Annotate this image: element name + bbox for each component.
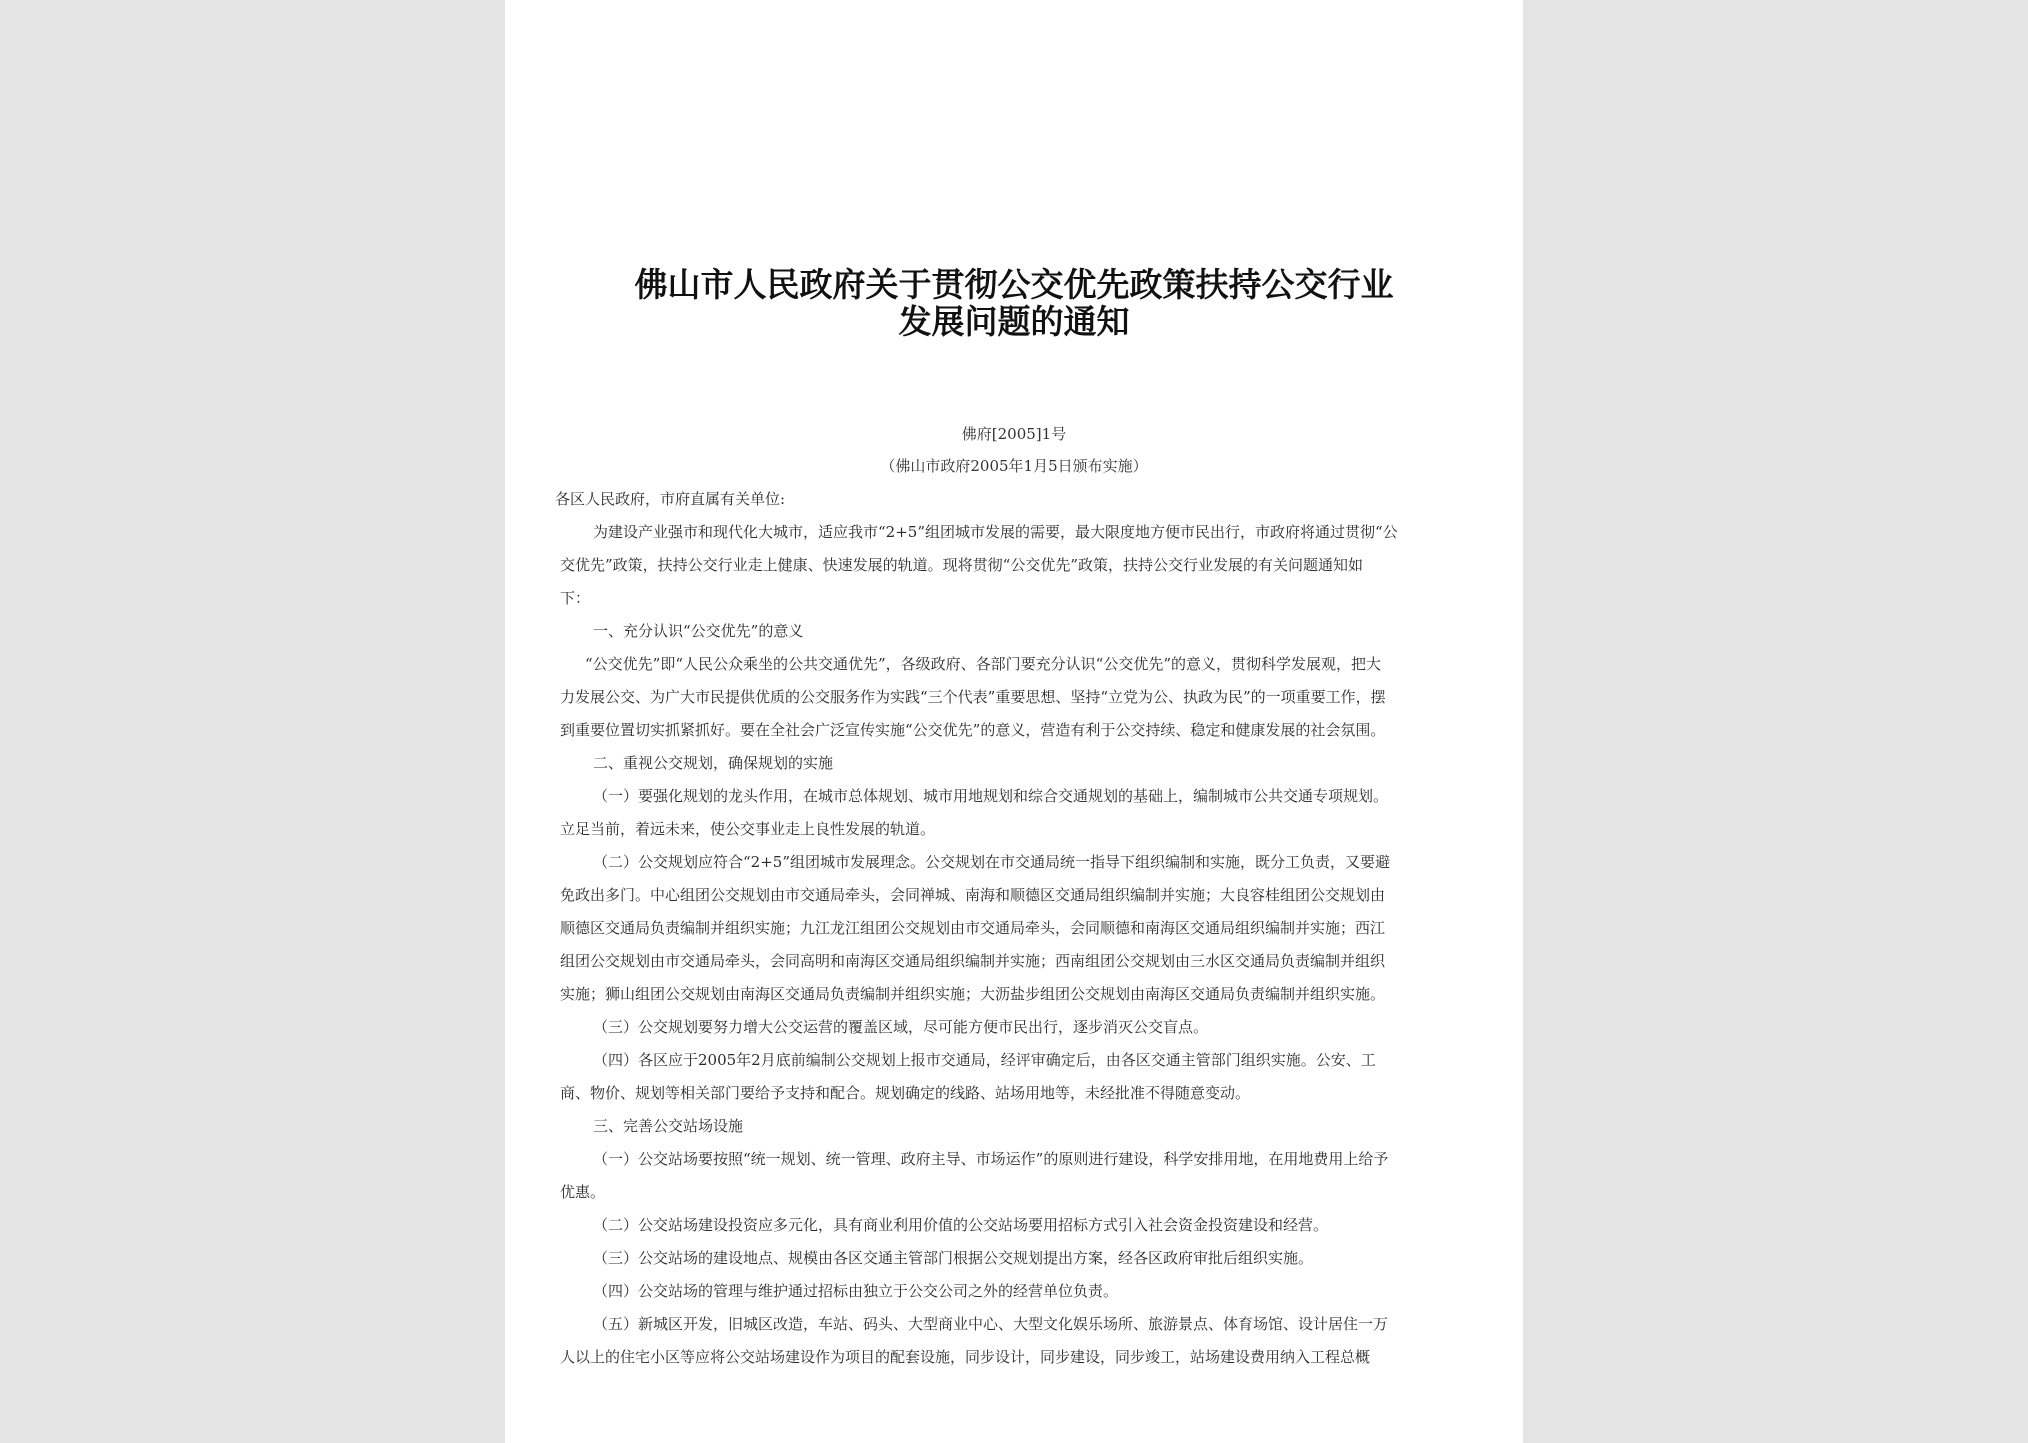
paragraph-line: （三）公交站场的建设地点、规模由各区交通主管部门根据公交规划提出方案，经各区政府审批后组织实施。 (593, 1249, 1314, 1267)
paragraph-line: 优惠。 (560, 1183, 606, 1201)
section-heading: 二、重视公交规划，确保规划的实施 (593, 754, 834, 772)
paragraph-line: 到重要位置切实抓紧抓好。要在全社会广泛宣传实施“公交优先”的意义，营造有利于公交持续、稳定和健康发展的社会氛围。 (560, 721, 1386, 739)
paragraph-line: 免政出多门。中心组团公交规划由市交通局牵头，会同禅城、南海和顺德区交通局组织编制并实施；大良容桂组团公交规划由 (560, 886, 1386, 904)
document-title-line-2: 发展问题的通知 (898, 302, 1130, 341)
paragraph-line: 下： (560, 589, 591, 607)
section-heading: 一、充分认识“公交优先”的意义 (593, 622, 804, 640)
document-page (505, 0, 1523, 1443)
paragraph-line: 为建设产业强市和现代化大城市，适应我市“2+5”组团城市发展的需要，最大限度地方便市民出行，市政府将通过贯彻“公 (593, 523, 1398, 541)
paragraph-line: 力发展公交、为广大市民提供优质的公交服务作为实践“三个代表”重要思想、坚持“立党为公、执政为民”的一项重要工作，摆 (560, 688, 1386, 706)
paragraph-line: 交优先”政策，扶持公交行业走上健康、快速发展的轨道。现将贯彻“公交优先”政策，扶持公交行业发展的有关问题通知如 (560, 556, 1364, 574)
paragraph-line: （四）公交站场的管理与维护通过招标由独立于公交公司之外的经营单位负责。 (593, 1282, 1119, 1300)
document-number: 佛府[2005]1号 (961, 425, 1067, 443)
paragraph-line: “公交优先”即“人民公众乘坐的公共交通优先”，各级政府、各部门要充分认识“公交优先”的意义，贯彻科学发展观，把大 (585, 655, 1382, 673)
paragraph-line: 人以上的住宅小区等应将公交站场建设作为项目的配套设施，同步设计，同步建设，同步竣工，站场建设费用纳入工程总概 (560, 1348, 1371, 1366)
paragraph-line: （二）公交站场建设投资应多元化，具有商业利用价值的公交站场要用招标方式引入社会资金投资建设和经营。 (593, 1216, 1329, 1234)
paragraph-line: （五）新城区开发，旧城区改造，车站、码头、大型商业中心、大型文化娱乐场所、旅游景点、体育场馆、设计居住一万 (593, 1315, 1389, 1333)
paragraph-line: （一）要强化规划的龙头作用，在城市总体规划、城市用地规划和综合交通规划的基础上，编制城市公共交通专项规划。 (593, 787, 1389, 805)
paragraph-line: 组团公交规划由市交通局牵头，会同高明和南海区交通局组织编制并实施；西南组团公交规划由三水区交通局负责编制并组织 (560, 952, 1386, 970)
paragraph-line: （一）公交站场要按照“统一规划、统一管理、政府主导、市场运作”的原则进行建设，科学安排用地，在用地费用上给予 (593, 1150, 1389, 1168)
document-title-line-1: 佛山市人民政府关于贯彻公交优先政策扶持公交行业 (634, 265, 1394, 304)
section-heading: 三、完善公交站场设施 (593, 1117, 744, 1135)
paragraph-line: 立足当前，着远未来，使公交事业走上良性发展的轨道。 (560, 820, 936, 838)
salutation: 各区人民政府，市府直属有关单位: (555, 490, 786, 508)
paragraph-line: （三）公交规划要努力增大公交运营的覆盖区域，尽可能方便市民出行，逐步消灭公交盲点。 (593, 1018, 1209, 1036)
paragraph-line: （二）公交规划应符合“2+5”组团城市发展理念。公交规划在市交通局统一指导下组织编制和实施，既分工负责，又要避 (593, 853, 1390, 871)
paragraph-line: （四）各区应于2005年2月底前编制公交规划上报市交通局，经评审确定后，由各区交通主管部门组织实施。公安、工 (593, 1051, 1376, 1069)
paragraph-line: 商、物价、规划等相关部门要给予支持和配合。规划确定的线路、站场用地等，未经批准不得随意变动。 (560, 1084, 1251, 1102)
issued-note: （佛山市政府2005年1月5日颁布实施） (880, 457, 1148, 475)
paragraph-line: 实施；狮山组团公交规划由南海区交通局负责编制并组织实施；大沥盐步组团公交规划由南海区交通局负责编制并组织实施。 (560, 985, 1386, 1003)
paragraph-line: 顺德区交通局负责编制并组织实施；九江龙江组团公交规划由市交通局牵头，会同顺德和南海区交通局组织编制并实施；西江 (560, 919, 1386, 937)
